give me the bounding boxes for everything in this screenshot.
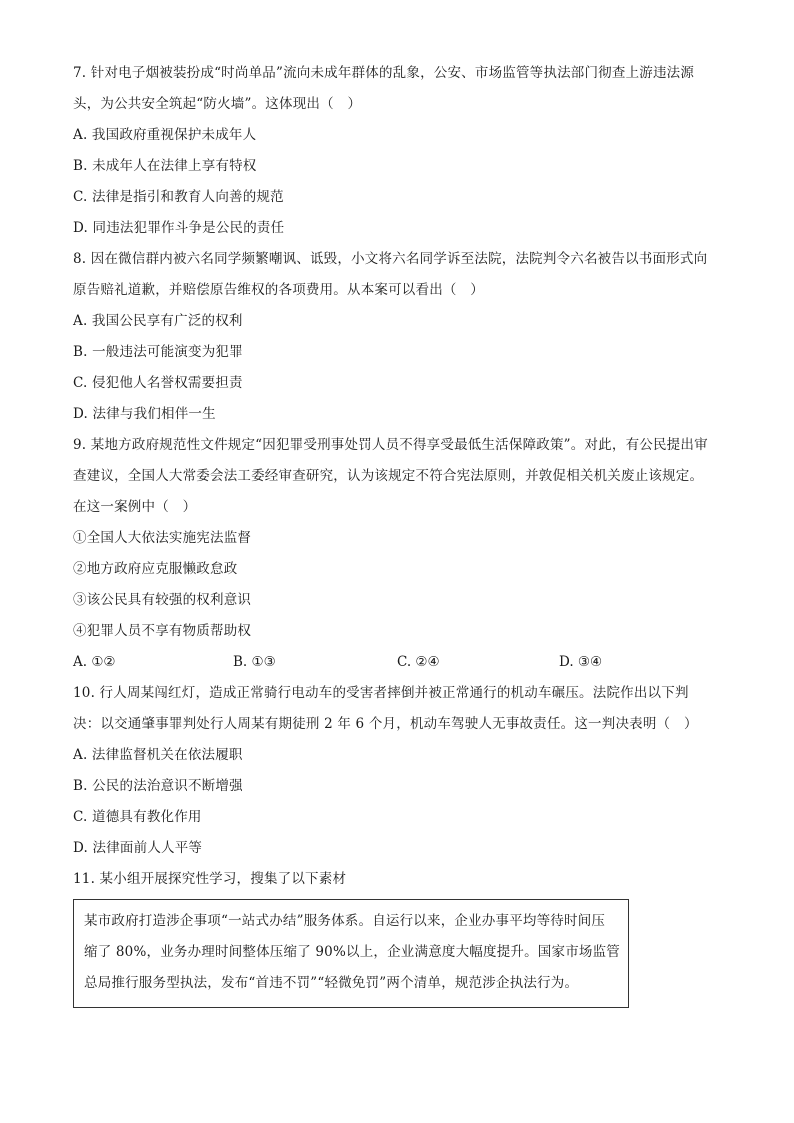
exam-page [73,58,733,1008]
question-7-stem: 7. 针对电子烟被装扮成“时尚单品”流向未成年群体的乱象，公安、市场监管等执法部门彻查上游违法源 [73,65,695,81]
question-7 [73,58,733,244]
material-box [73,899,629,1008]
question-10-option-b: B. 公民的法治意识不断增强 [73,778,243,794]
question-9-stem-cont2: 在这一案例中（ ） [73,499,197,515]
question-10-stem: 10. 行人周某闯红灯，造成正常骑行电动车的受害者摔倒并被正常通行的机动车碾压。法院作出以下判 [73,685,689,701]
question-10-stem-cont: 决：以交通肇事罪判处行人周某有期徒刑 2 年 6 个月，机动车驾驶人无事故责任。这一判决表明（ ） [73,716,698,732]
question-8-stem-cont: 原告赔礼道歉，并赔偿原告维权的各项费用。从本案可以看出（ ） [73,282,484,298]
question-8-option-a: A. 我国公民享有广泛的权利 [73,313,243,329]
question-10-option-c: C. 道德具有教化作用 [73,809,202,825]
question-8-option-d: D. 法律与我们相伴一生 [73,406,216,422]
question-9-statement-3: ③该公民具有较强的权利意识 [73,592,252,608]
question-11-stem: 11. 某小组开展探究性学习，搜集了以下素材 [73,871,347,887]
question-7-option-a: A. 我国政府重视保护未成年人 [73,127,257,143]
question-9-stem-cont: 查建议，全国人大常委会法工委经审查研究，认为该规定不符合宪法原则，并敦促相关机关废止该规定。 [73,468,704,484]
question-9-statement-1: ①全国人大依法实施宪法监督 [73,530,252,546]
question-8-option-b: B. 一般违法可能演变为犯罪 [73,344,243,360]
question-8 [73,244,733,430]
material-line-2: 缩了 80%，业务办理时间整体压缩了 90%以上，企业满意度大幅度提升。国家市场监管 [84,944,620,960]
question-8-option-c: C. 侵犯他人名誉权需要担责 [73,375,243,391]
question-9-options [73,647,733,678]
question-9-option-d: D. ③④ [559,654,603,670]
material-line-3: 总局推行服务型执法，发布“首违不罚”“轻微免罚”两个清单，规范涉企执法行为。 [84,975,579,991]
question-9-option-a: A. ①② [73,654,116,670]
question-7-option-b: B. 未成年人在法律上享有特权 [73,158,257,174]
question-7-stem-cont: 头，为公共安全筑起“防火墙”。这体现出（ ） [73,96,362,112]
question-7-option-d: D. 同违法犯罪作斗争是公民的责任 [73,220,285,236]
question-10-option-d: D. 法律面前人人平等 [73,840,203,856]
question-11 [73,864,733,1008]
question-10-option-a: A. 法律监督机关在依法履职 [73,747,243,763]
question-9-option-b: B. ①③ [233,654,276,670]
question-10 [73,678,733,864]
question-9-statement-2: ②地方政府应克服懒政怠政 [73,561,238,577]
question-9-stem: 9. 某地方政府规范性文件规定“因犯罪受刑事处罚人员不得享受最低生活保障政策”。对此，有公民提出审 [73,437,708,453]
material-line-1: 某市政府打造涉企事项“一站式办结”服务体系。自运行以来，企业办事平均等待时间压 [84,913,606,929]
question-8-stem: 8. 因在微信群内被六名同学频繁嘲讽、诋毁，小文将六名同学诉至法院，法院判令六名被告以书面形式向 [73,251,708,267]
question-9 [73,430,733,678]
question-9-statement-4: ④犯罪人员不享有物质帮助权 [73,623,252,639]
question-7-option-c: C. 法律是指引和教育人向善的规范 [73,189,284,205]
question-9-option-c: C. ②④ [397,654,440,670]
